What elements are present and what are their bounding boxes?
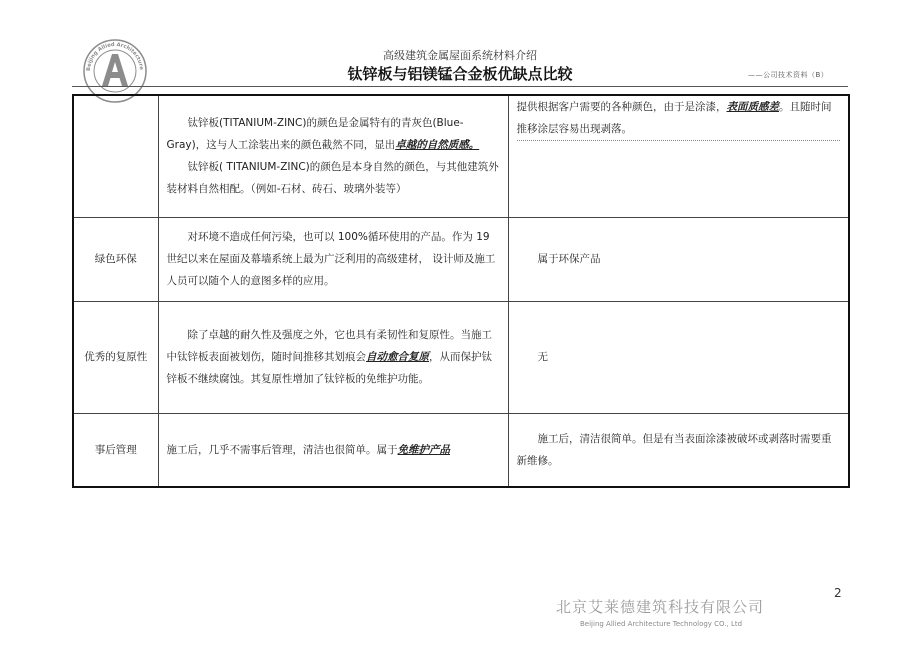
titanium-paragraph: 除了卓越的耐久性及强度之外，它也具有柔韧性和复原性。当施工中钛锌板表面被划伤，随时间推移其划痕会自动愈合复原，从而保护钛锌板不继续腐蚀。其复原性增加了钛锌板的免维护功能。	[166, 329, 492, 385]
header-divider	[72, 86, 848, 87]
table-row	[73, 301, 849, 413]
row-label: 优秀的复原性	[73, 301, 158, 413]
titanium-cell	[158, 413, 508, 487]
logo-ring-text: Beijing Allied Architecture	[85, 41, 145, 72]
aluminum-cell: 提供根据客户需要的各种颜色，由于是涂漆，表面质感差。且随时间推移涂层容易出现剥落。	[508, 95, 849, 217]
table-row	[73, 413, 849, 487]
company-name-cn: 北京艾莱德建筑科技有限公司	[556, 598, 765, 616]
row-label	[73, 95, 158, 217]
titanium-cell	[158, 95, 508, 217]
titanium-cell	[158, 301, 508, 413]
titanium-cell	[158, 217, 508, 301]
document-title: 钛锌板与铝镁锰合金板优缺点比较	[347, 65, 573, 83]
company-name-en: Beijing Allied Architecture Technology CO., Ltd	[580, 620, 743, 628]
row-label: 事后管理	[73, 413, 158, 487]
row-label: 绿色环保	[73, 217, 158, 301]
comparison-table	[72, 94, 850, 488]
document-note: ——公司技术资料（B）	[748, 71, 829, 79]
aluminum-cell: 无	[508, 301, 849, 413]
titanium-paragraph: 施工后，几乎不需事后管理，清洁也很简单。属于免维护产品	[166, 443, 450, 456]
aluminum-cell: 施工后，清洁很简单。但是有当表面涂漆被破坏或剥落时需要重新维修。	[508, 413, 849, 487]
page-number: 2	[834, 586, 842, 600]
aluminum-cell: 属于环保产品	[508, 217, 849, 301]
titanium-paragraph: 钛锌板(TITANIUM-ZINC)的颜色是金属特有的青灰色(Blue-Gray)，这与人工涂装出来的颜色截然不同，显出卓越的自然质感。	[166, 117, 480, 152]
titanium-paragraph: 对环境不造成任何污染，也可以 100%循环使用的产品。作为 19 世纪以来在屋面及幕墙系统上最为广泛利用的高级建材， 设计师及施工人员可以随个人的意图多样的应用。	[166, 231, 496, 287]
document-subtitle: 高级建筑金属屋面系统材料介绍	[383, 49, 537, 62]
titanium-paragraph: 钛锌板( TITANIUM-ZINC)的颜色是本身自然的颜色，与其他建筑外装材料自然相配。（例如-石材、砖石、玻璃外装等）	[166, 161, 499, 196]
table-row	[73, 217, 849, 301]
table-row	[73, 95, 849, 217]
